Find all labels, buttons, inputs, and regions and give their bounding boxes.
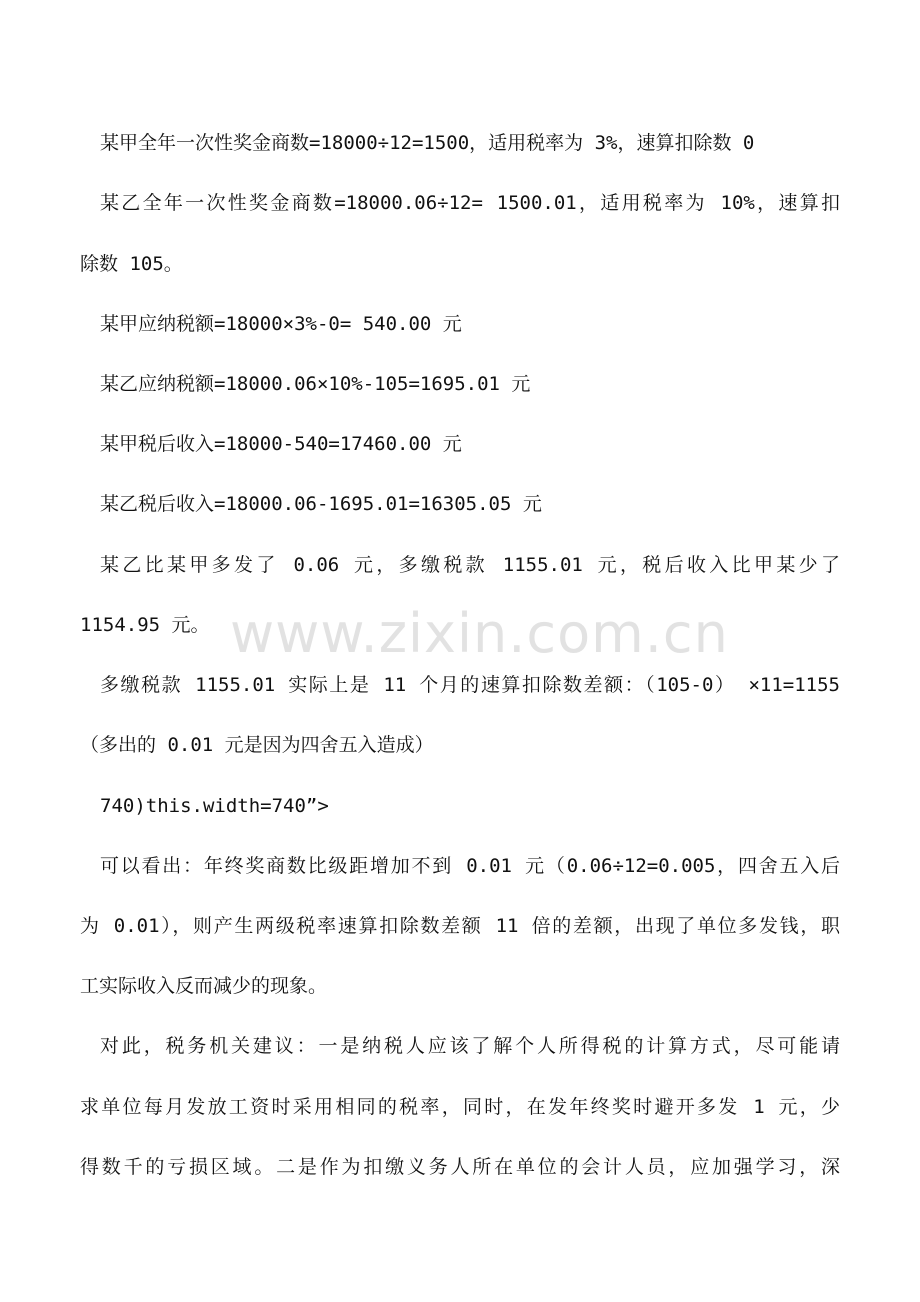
text-line: 求单位每月发放工资时采用相同的税率，同时，在发年终奖时避开多发 1 元，少: [80, 1096, 840, 1118]
text-line: 1154.95 元。: [80, 614, 210, 636]
text-line: 某乙比某甲多发了 0.06 元，多缴税款 1155.01 元，税后收入比甲某少了: [100, 554, 840, 576]
text-line: 740)this.width=740”>: [100, 795, 329, 817]
text-line: 某甲应纳税额=18000×3%-0= 540.00 元: [100, 313, 462, 335]
text-line: （多出的 0.01 元是因为四舍五入造成）: [80, 734, 434, 756]
text-line: 可以看出：年终奖商数比级距增加不到 0.01 元（0.06÷12=0.005，四舍五入后: [100, 855, 840, 877]
text-line: 对此，税务机关建议：一是纳税人应该了解个人所得税的计算方式，尽可能请: [100, 1035, 840, 1057]
text-line: 多缴税款 1155.01 实际上是 11 个月的速算扣除数差额：（105-0） ×11=1155: [100, 674, 840, 696]
text-line: 工实际收入反而减少的现象。: [80, 975, 328, 997]
text-line: 某乙应纳税额=18000.06×10%-105=1695.01 元: [100, 373, 531, 395]
text-line: 除数 105。: [80, 253, 183, 275]
text-line: 某甲全年一次性奖金商数=18000÷12=1500，适用税率为 3%，速算扣除数 0: [100, 132, 755, 154]
text-line: 某甲税后收入=18000-540=17460.00 元: [100, 433, 462, 455]
text-line: 得数千的亏损区域。二是作为扣缴义务人所在单位的会计人员，应加强学习，深: [80, 1156, 840, 1178]
watermark: www.zixin.com.cn: [230, 602, 729, 665]
text-line: 某乙税后收入=18000.06-1695.01=16305.05 元: [100, 493, 542, 515]
text-line: 某乙全年一次性奖金商数=18000.06÷12= 1500.01，适用税率为 10%，速算扣: [100, 192, 840, 214]
text-line: 为 0.01），则产生两级税率速算扣除数差额 11 倍的差额，出现了单位多发钱，职: [80, 915, 840, 937]
